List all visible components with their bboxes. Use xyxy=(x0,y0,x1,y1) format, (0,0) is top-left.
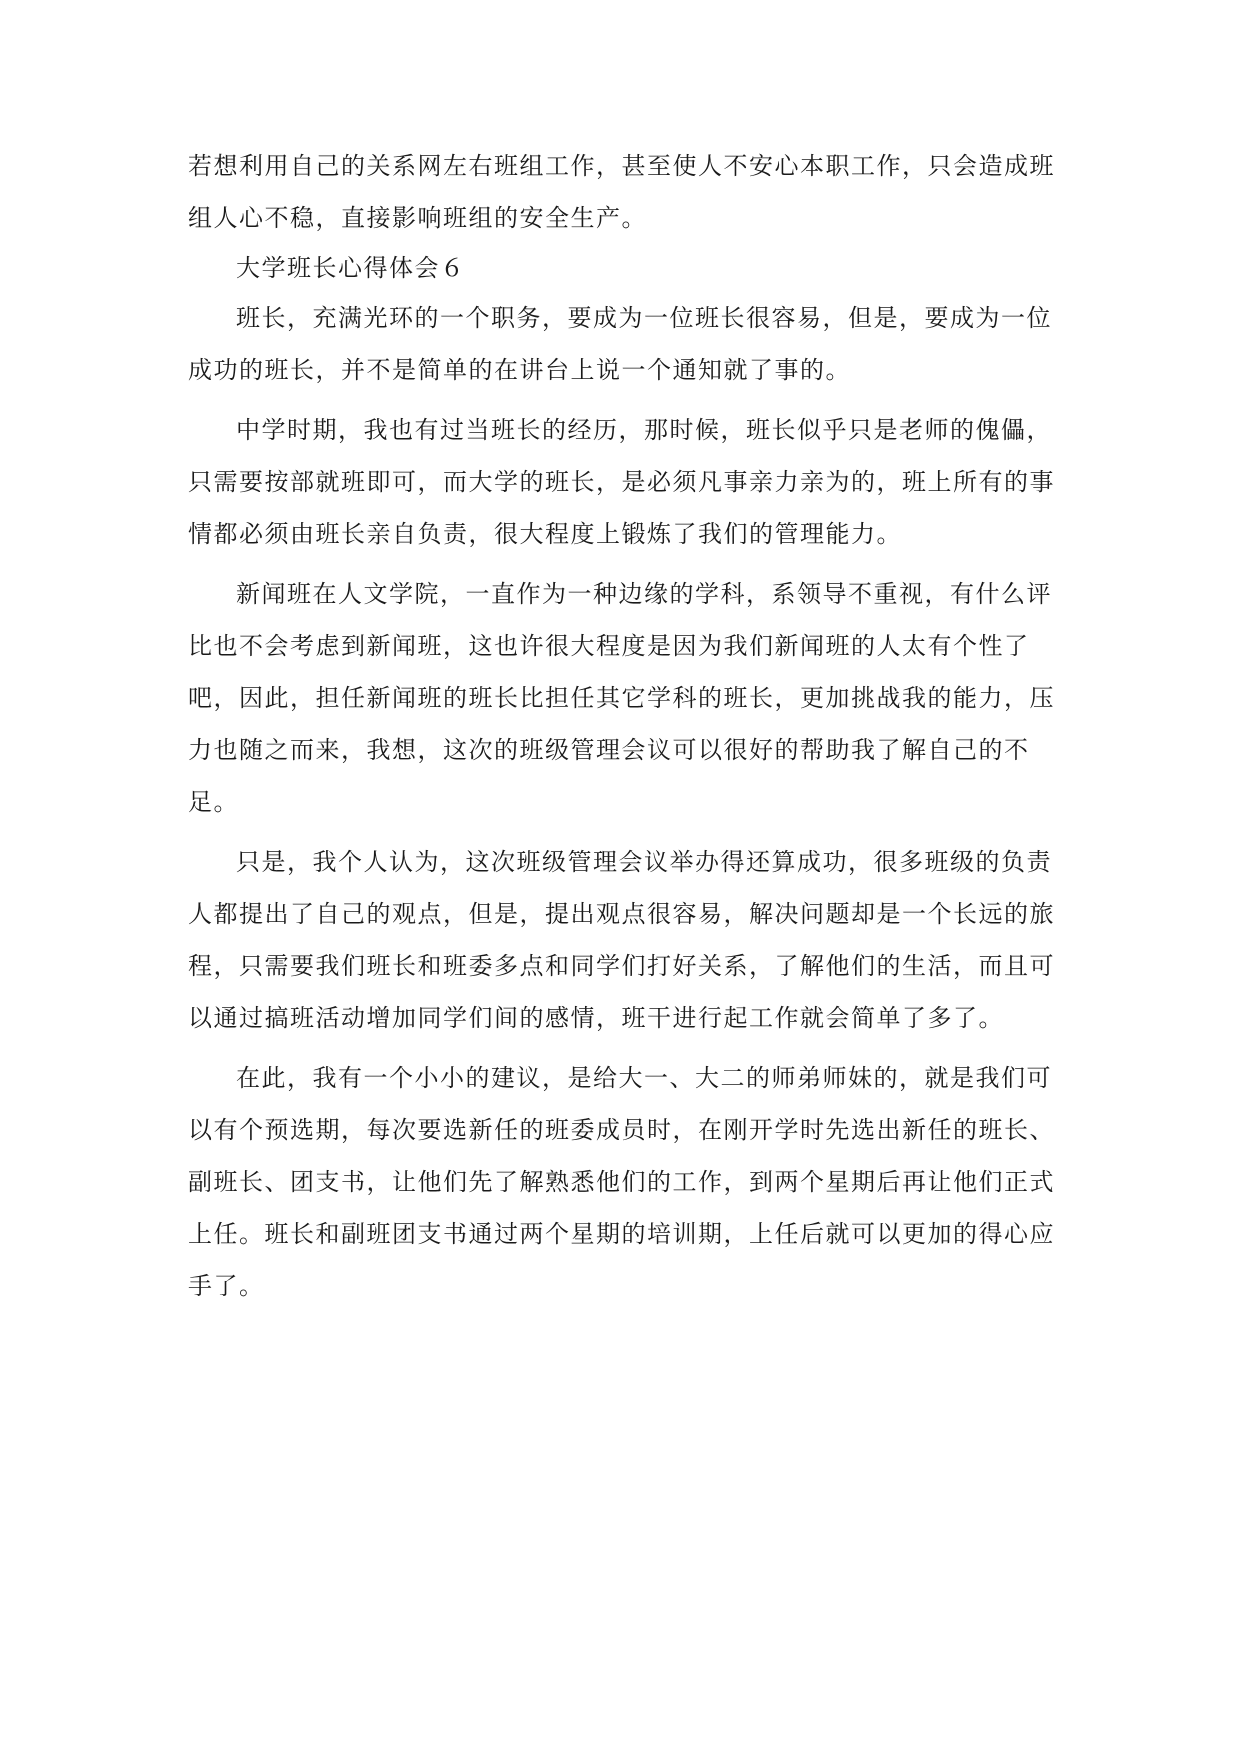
text-line: 以有个预选期，每次要选新任的班委成员时，在刚开学时先选出新任的班长、 xyxy=(188,1116,1055,1144)
paragraph xyxy=(188,836,1055,1044)
text-line: 只需要按部就班即可，而大学的班长，是必须凡事亲力亲为的，班上所有的事 xyxy=(188,468,1055,496)
text-line: 班长，充满光环的一个职务，要成为一位班长很容易，但是，要成为一位 xyxy=(236,304,1052,332)
text-line: 新闻班在人文学院，一直作为一种边缘的学科，系领导不重视，有什么评 xyxy=(236,580,1052,608)
paragraph-intro xyxy=(188,140,1055,244)
text-line: 副班长、团支书，让他们先了解熟悉他们的工作，到两个星期后再让他们正式 xyxy=(188,1168,1055,1196)
text-line: 以通过搞班活动增加同学们间的感情，班干进行起工作就会简单了多了。 xyxy=(188,1004,1004,1032)
text-line: 吧，因此，担任新闻班的班长比担任其它学科的班长，更加挑战我的能力，压 xyxy=(188,684,1055,712)
text-line: 足。 xyxy=(188,788,239,816)
text-line: 只是，我个人认为，这次班级管理会议举办得还算成功，很多班级的负责 xyxy=(236,848,1052,876)
text-line: 情都必须由班长亲自负责，很大程度上锻炼了我们的管理能力。 xyxy=(188,520,902,548)
text-line: 比也不会考虑到新闻班，这也许很大程度是因为我们新闻班的人太有个性了 xyxy=(188,632,1030,660)
text-line: 人都提出了自己的观点，但是，提出观点很容易，解决问题却是一个长远的旅 xyxy=(188,900,1055,928)
text-line: 上任。班长和副班团支书通过两个星期的培训期，上任后就可以更加的得心应 xyxy=(188,1220,1055,1248)
text-line: 手了。 xyxy=(188,1272,265,1300)
text-line: 成功的班长，并不是简单的在讲台上说一个通知就了事的。 xyxy=(188,356,851,384)
text-line: 若想利用自己的关系网左右班组工作，甚至使人不安心本职工作，只会造成班 xyxy=(188,152,1055,180)
section-heading xyxy=(188,244,1048,292)
paragraph xyxy=(188,1052,1055,1312)
document-body xyxy=(188,140,1055,1312)
text-line: 中学时期，我也有过当班长的经历，那时候，班长似乎只是老师的傀儡， xyxy=(236,416,1052,444)
text-line: 在此，我有一个小小的建议，是给大一、大二的师弟师妹的，就是我们可 xyxy=(236,1064,1052,1092)
text-line: 程，只需要我们班长和班委多点和同学们打好关系，了解他们的生活，而且可 xyxy=(188,952,1055,980)
paragraph xyxy=(188,404,1055,560)
text-line: 组人心不稳，直接影响班组的安全生产。 xyxy=(188,204,647,232)
heading-text: 大学班长心得体会６ xyxy=(236,254,466,282)
text-line: 力也随之而来，我想，这次的班级管理会议可以很好的帮助我了解自己的不 xyxy=(188,736,1030,764)
paragraph xyxy=(188,292,1052,396)
paragraph xyxy=(188,568,1055,828)
